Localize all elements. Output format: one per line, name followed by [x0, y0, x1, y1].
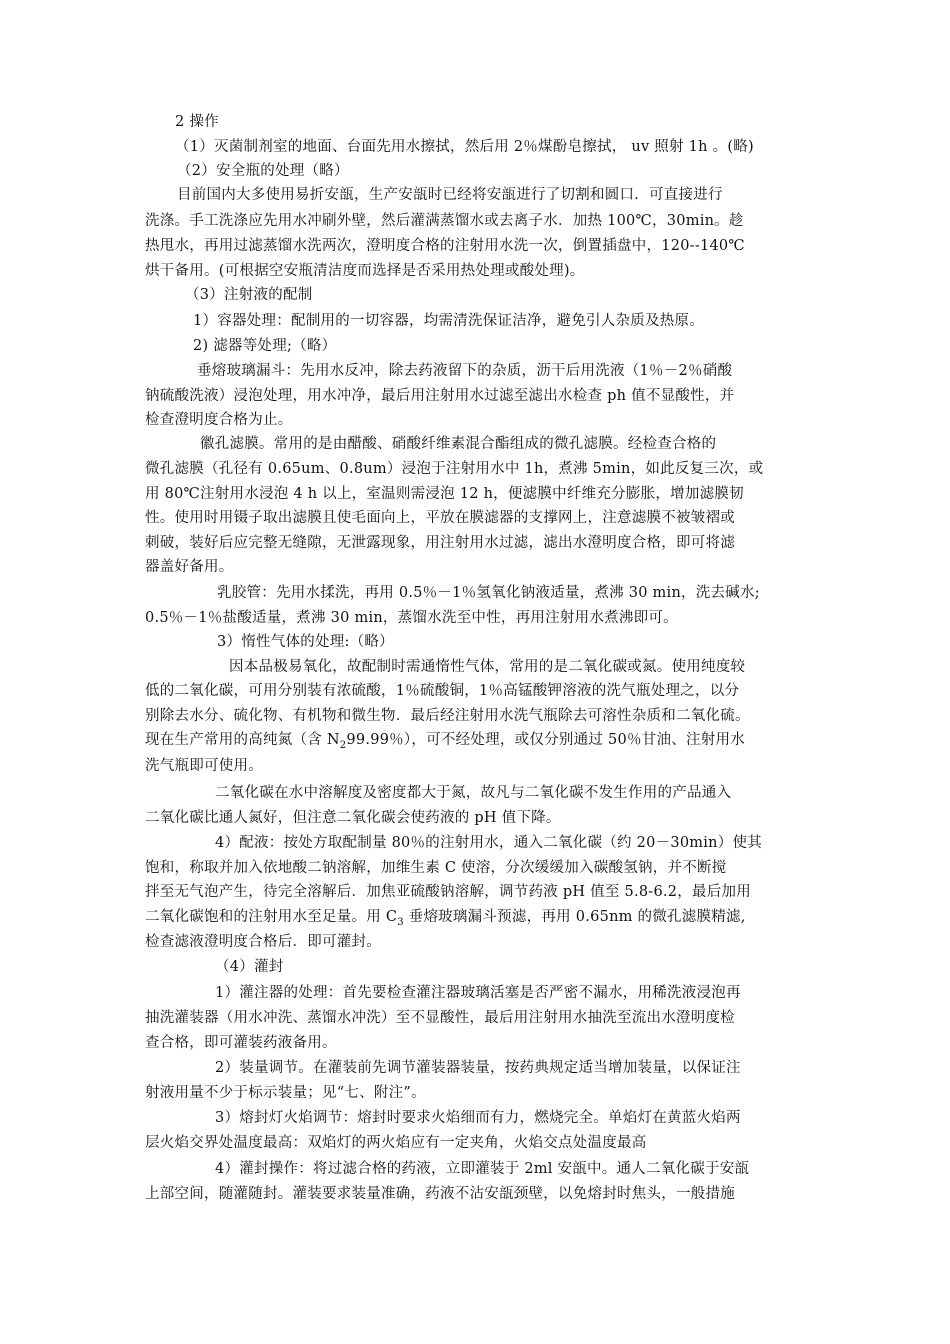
line-text: （2）安全瓶的处理（略）	[177, 163, 349, 179]
text-line	[145, 631, 877, 653]
text-line	[145, 705, 805, 727]
line-text: 查合格，即可灌装药液备用。	[145, 1035, 337, 1051]
text-line	[145, 507, 805, 529]
line-text: 器盖好备用。	[145, 559, 234, 575]
text-line	[145, 532, 805, 554]
text-line	[145, 556, 805, 578]
line-text: 徽孔滤膜。常用的是由醋酸、硝酸纤维素混合酯组成的微孔滤膜。经检查合格的	[200, 436, 717, 452]
text-line	[145, 160, 837, 182]
text-line	[145, 310, 853, 332]
text-line	[145, 136, 835, 158]
line-text-continued: 垂熔玻璃漏斗预滤，再用 0.65nm 的微孔滤膜精滤,	[403, 909, 746, 925]
text-line	[145, 982, 875, 1004]
line-text: 微孔滤膜（孔径有 0.65um、0.8um）浸泡于注射用水中 1h，煮沸 5min，如此反复三次，或	[145, 461, 764, 477]
text-line	[145, 782, 875, 804]
line-text: 抽洗灌装器（用水冲洗、蒸馏水冲洗）至不显酸性，最后用注射用水抽洗至流出水澄明度检	[145, 1010, 735, 1026]
text-line	[145, 409, 805, 431]
text-line	[145, 680, 805, 702]
line-text: 乳胶管：先用水揉洗，再用 0.5％－1％氢氧化钠液适量，煮沸 30 min，洗去碱水;	[217, 585, 760, 601]
line-text: 1）灌注器的处理：首先要检查灌注器玻璃活塞是否严密不漏水，用稀洗液浸泡再	[215, 985, 741, 1001]
text-line	[145, 956, 875, 978]
text-line	[145, 607, 805, 629]
text-line	[145, 210, 805, 232]
line-text: 3）惰性气体的处理:（略）	[217, 634, 394, 650]
subscript: 3	[397, 917, 404, 928]
text-line	[145, 235, 805, 257]
text-line	[145, 458, 805, 480]
text-line	[145, 656, 889, 678]
text-line	[145, 260, 805, 282]
line-text: 洗气瓶即可使用。	[145, 758, 263, 774]
text-line	[145, 906, 805, 934]
text-line	[145, 807, 805, 829]
text-line	[145, 755, 805, 777]
line-text: 检查滤液澄明度合格后．即可灌封。	[145, 934, 381, 950]
line-text: 洗涤。手工洗涤应先用水冲刷外壁，然后灌满蒸馏水或去离子水．加热 100℃，30min。趁	[145, 213, 744, 229]
text-line	[145, 1183, 805, 1205]
line-text: 别除去水分、硫化物、有机物和微生物．最后经注射用水洗气瓶除去可溶性杂质和二氧化硫。	[145, 708, 750, 724]
text-line	[145, 857, 805, 879]
line-text: 二氧化碳比通人氮好，但注意二氧化碳会使药液的 pH 值下降。	[145, 810, 561, 826]
text-line	[145, 1032, 805, 1054]
line-text: 0.5％－1％盐酸适量，煮沸 30 min，蒸馏水洗至中性，再用注射用水煮沸即可。	[145, 610, 678, 626]
line-text: 性。使用时用镊子取出滤膜且使毛面向上，平放在膜滤器的支撑网上，注意滤膜不被皱褶或	[145, 510, 735, 526]
text-line	[145, 385, 805, 407]
text-line	[145, 483, 805, 505]
line-text: （1）灭菌制剂室的地面、台面先用水擦拭，然后用 2％煤酚皂擦拭， uv 照射 1h 。(略)	[175, 139, 754, 155]
line-text: 射液用量不少于标示装量；见“七、附注”。	[145, 1085, 426, 1101]
line-text: 饱和，称取并加入依地酸二钠溶解，加维生素 C 使溶，分次缓缓加入碳酸氢钠，并不断搅	[145, 860, 727, 876]
line-text: 3）熔封灯火焰调节：熔封时要求火焰细而有力，燃烧完全。单焰灯在黄蓝火焰两	[215, 1110, 741, 1126]
text-line	[145, 1057, 875, 1079]
text-line	[145, 1158, 875, 1180]
line-text: 2）装量调节。在灌装前先调节灌装器装量，按药典规定适当增加装量，以保证注	[215, 1060, 741, 1076]
line-text-continued: 99.99％），可不经处理，或仅分别通过 50％甘油、注射用水	[346, 732, 745, 748]
line-text: 目前国内大多使用易折安瓿，生产安瓿时已经将安瓿进行了切割和圆口．可直接进行	[177, 187, 723, 203]
text-line	[145, 1082, 805, 1104]
text-line	[145, 1007, 805, 1029]
line-text: 上部空间，随灌随封。灌装要求装量准确，药液不沾安瓿颈壁，以免熔封时焦头，一般措施	[145, 1186, 735, 1202]
text-line	[145, 729, 805, 757]
text-line	[145, 433, 860, 455]
line-text: 层火焰交界处温度最高：双焰灯的两火焰应有一定夹角，火焰交点处温度最高	[145, 1135, 647, 1151]
text-line	[145, 184, 837, 206]
line-text: 4）配液：按处方取配制量 80％的注射用水，通入二氧化碳（约 20－30min）使其	[215, 835, 763, 851]
line-text: 二氧化碳在水中溶解度及密度都大于氮，故凡与二氧化碳不发生作用的产品通入	[215, 785, 732, 801]
line-text: 二氧化碳饱和的注射用水至足量。用 C	[145, 909, 398, 925]
text-line	[145, 832, 875, 854]
text-line	[145, 360, 857, 382]
line-text: （4）灌封	[215, 959, 284, 975]
text-line	[145, 335, 853, 357]
text-line	[145, 1132, 805, 1154]
line-text: 烘干备用。(可根据空安瓶清洁度而选择是否采用热处理或酸处理)。	[145, 263, 585, 279]
line-text: （3）注射液的配制	[185, 287, 313, 303]
subscript: 2	[339, 740, 347, 751]
text-line	[145, 111, 835, 133]
line-text: 拌至无气泡产生，待完全溶解后．加焦亚硫酸钠溶解，调节药液 pH 值至 5.8-6.2，最后加用	[145, 884, 752, 900]
line-text: 刺破，装好后应完整无缝隙，无泄露现象，用注射用水过滤，滤出水澄明度合格，即可将滤	[145, 535, 735, 551]
text-line	[145, 881, 805, 903]
line-text: 现在生产常用的高纯氮（含 N	[145, 732, 340, 748]
line-text: 低的二氧化碳，可用分别装有浓硫酸，1％硫酸铜，1％高锰酸钾溶液的洗气瓶处理之，以分	[145, 683, 740, 699]
line-text: 热甩水，再用过滤蒸馏水洗两次，澄明度合格的注射用水洗一次，倒置插盘中，120--140℃	[145, 238, 745, 254]
line-text: 4）灌封操作：将过滤合格的药液，立即灌装于 2ml 安瓿中。通人二氧化碳于安瓿	[215, 1161, 750, 1177]
text-line	[145, 284, 845, 306]
line-text: 1）容器处理：配制用的一切容器，均需清洗保证洁净，避免引人杂质及热原。	[193, 313, 704, 329]
line-text: 用 80℃注射用水浸泡 4 h 以上，室温则需浸泡 12 h，便滤膜中纤维充分膨胀，增加滤膜韧	[145, 486, 744, 502]
line-text: 2) 滤器等处理;（略）	[193, 338, 337, 354]
text-line	[145, 1107, 875, 1129]
text-line	[145, 931, 805, 953]
line-text: 钠硫酸洗液）浸泡处理，用水冲净，最后用注射用水过滤至滤出水检查 ph 值不显酸性，并	[145, 388, 735, 404]
text-line	[145, 582, 877, 604]
line-text: 检查澄明度合格为止。	[145, 412, 293, 428]
line-text: 垂熔玻璃漏斗：先用水反冲，除去药液留下的杂质，沥干后用洗液（1％－2％硝酸	[197, 363, 733, 379]
line-text: 因本品极易氧化，故配制时需通惰性气体，常用的是二氧化碳或氮。使用纯度较	[229, 659, 746, 675]
line-text: 2 操作	[175, 114, 219, 130]
